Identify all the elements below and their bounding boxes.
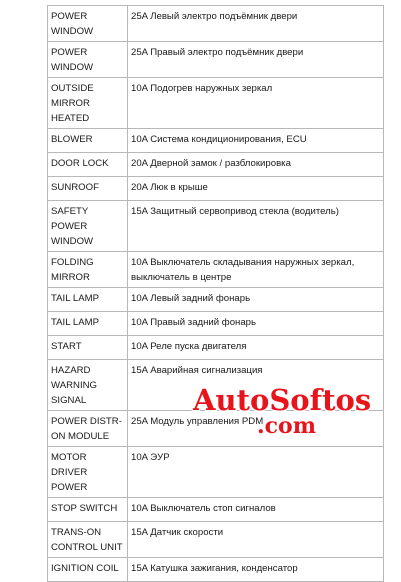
fuse-description-cell: 15A Аварийная сигнализация [128,360,384,411]
table-row [48,78,384,129]
watermark-domain: .com [257,413,317,439]
table-row [48,336,384,360]
fuse-name-cell: POWER WINDOW [48,42,128,78]
table-row [48,447,384,498]
fuse-name-cell: START [48,336,128,360]
watermark-text: AutoSoftos [193,383,372,417]
table-row [48,288,384,312]
fuse-description-cell: 10A Выключатель стоп сигналов [128,498,384,522]
fuse-description-cell: 10A Реле пуска двигателя [128,336,384,360]
fuse-name-cell: FOLDING MIRROR [48,252,128,288]
fuse-name-cell: STOP SWITCH [48,498,128,522]
fuse-name-cell: POWER DISTR-ON MODULE [48,411,128,447]
table-row [48,312,384,336]
fuse-description-cell: 15A Датчик скорости [128,522,384,558]
table-row [48,360,384,411]
table-row [48,252,384,288]
table-row [48,177,384,201]
fuse-name-cell: IGNITION COIL [48,558,128,582]
table-row [48,153,384,177]
table-row [48,42,384,78]
fuse-name-cell: BLOWER [48,129,128,153]
fuse-name-cell: TAIL LAMP [48,288,128,312]
fuse-description-cell: 10A ЭУР [128,447,384,498]
fuse-description-cell: 10A Подогрев наружных зеркал [128,78,384,129]
fuse-description-cell: 15A Катушка зажигания, конденсатор [128,558,384,582]
fuse-name-cell: MOTOR DRIVER POWER [48,447,128,498]
table-row [48,498,384,522]
fuse-description-cell: 25A Левый электро подъёмник двери [128,6,384,42]
fuse-description-cell: 20A Дверной замок / разблокировка [128,153,384,177]
fuse-name-cell: OUTSIDE MIRROR HEATED [48,78,128,129]
table-row [48,6,384,42]
fuse-description-cell: 10A Выключатель складывания наружных зеркал, выключатель в центре [128,252,384,288]
fuse-name-cell: TRANS-ON CONTROL UNIT [48,522,128,558]
table-row [48,522,384,558]
fuse-description-cell: 10A Система кондиционирования, ECU [128,129,384,153]
fuse-name-cell: SUNROOF [48,177,128,201]
fuse-description-cell: 25A Модуль управления PDM [128,411,384,447]
fuse-description-cell: 20A Люк в крыше [128,177,384,201]
table-row [48,129,384,153]
fuse-description-cell: 10A Левый задний фонарь [128,288,384,312]
fuse-name-cell: TAIL LAMP [48,312,128,336]
fuse-table-container [47,5,384,582]
fuse-name-cell: HAZARD WARNING SIGNAL [48,360,128,411]
fuse-name-cell: POWER WINDOW [48,6,128,42]
table-row [48,558,384,582]
fuse-description-cell: 15A Защитный сервопривод стекла (водитель) [128,201,384,252]
fuse-description-cell: 10A Правый задний фонарь [128,312,384,336]
table-row [48,201,384,252]
fuse-name-cell: DOOR LOCK [48,153,128,177]
table-row [48,411,384,447]
fuse-name-cell: SAFETY POWER WINDOW [48,201,128,252]
fuse-description-cell: 25A Правый электро подъёмник двери [128,42,384,78]
fuse-table [47,5,384,582]
